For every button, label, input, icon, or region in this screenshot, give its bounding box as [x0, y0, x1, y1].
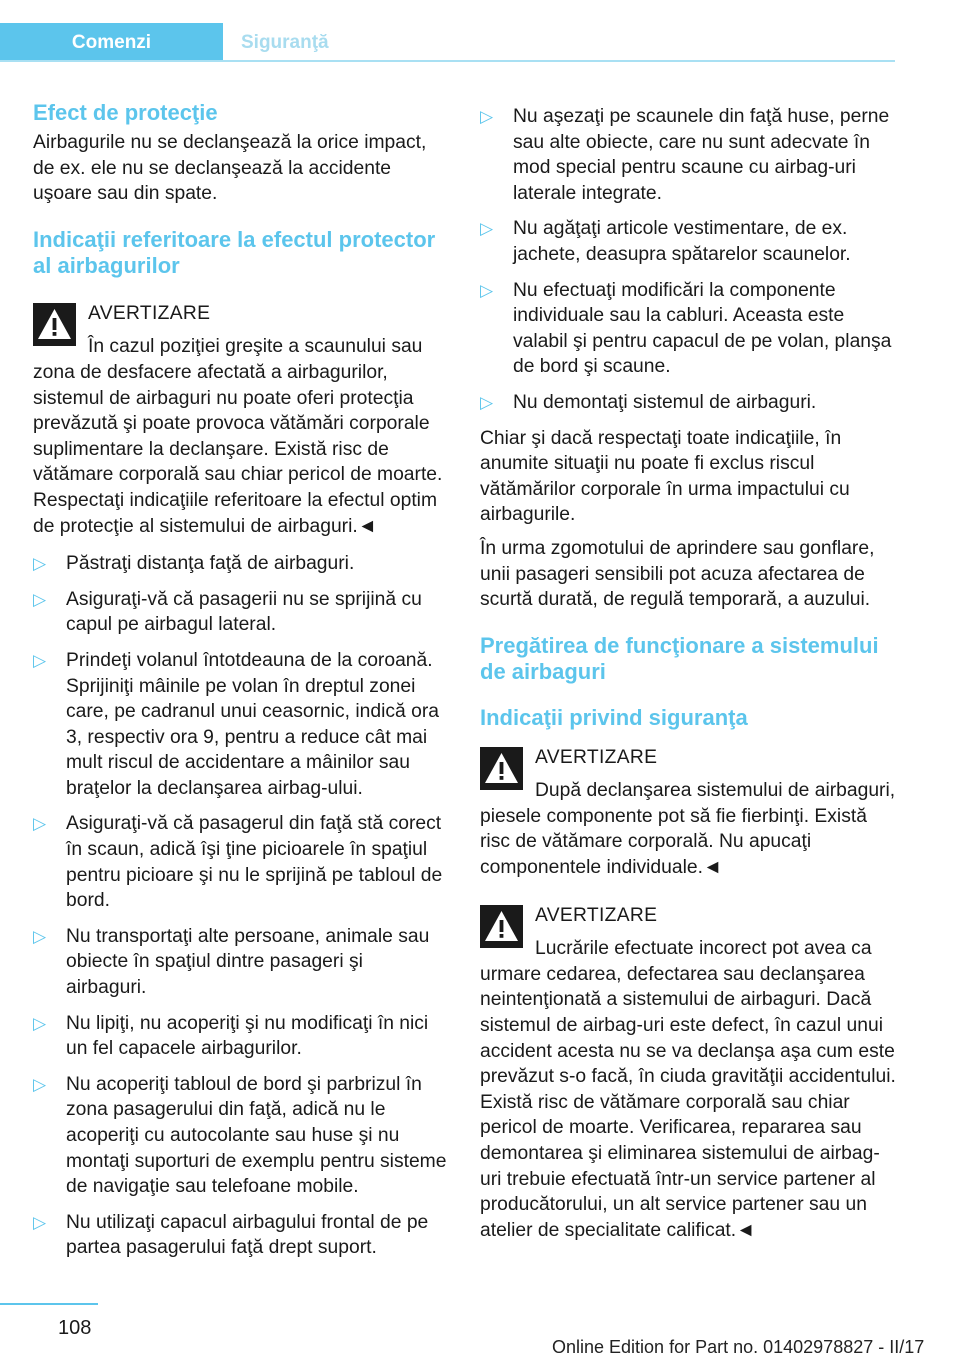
list-item: ▷ Nu transportaţi alte persoane, animale sau obiecte în spaţiul dintre pasageri şi airbaguri.	[33, 925, 430, 999]
triangle-right-icon: ▷	[33, 554, 47, 574]
warning-text: În cazul poziţiei greşite a scaunului sau zona de desfacere afectată a airbagurilor, sistemul de airbaguri nu poate oferi protecţia prevăzută şi poate provoca vătămări corporale suplimentare la declanşare. Există risc de vătămare corporală sau chiar pericol de moarte. Respectaţi indicaţiile referitoare la efectul optim de protecţie al sistemului de airbaguri.◄	[33, 336, 443, 537]
triangle-right-icon: ▷	[480, 219, 494, 239]
heading-pregatire: Pregătirea de funcţionare a sistemului de airbaguri	[480, 632, 879, 684]
warning-triangle-icon	[480, 905, 523, 948]
triangle-right-icon: ▷	[33, 589, 47, 609]
footer-rule	[0, 1303, 98, 1305]
paragraph-intro: Airbagurile nu se declanşează la orice impact, de ex. ele nu se declanşează la accidente uşoare sau din spate.	[33, 132, 427, 205]
triangle-right-icon: ▷	[480, 107, 494, 126]
warning-box	[480, 745, 898, 881]
right-column	[480, 104, 898, 1243]
list-item: ▷ Asiguraţi-vă că pasagerul din faţă stă corect în scaun, adică îşi ţine picioarele în spaţiul pentru picioare şi nu le sprijină pe tabloul de bord.	[33, 813, 443, 912]
heading-efect-protectie: Efect de protecţie	[33, 100, 218, 125]
tab-siguranta: Siguranţă	[241, 32, 329, 53]
bullet-list	[33, 551, 448, 1261]
list-item: ▷ Nu agăţaţi articole vestimentare, de ex. jachete, deasupra spătarelor scaunelor.	[480, 218, 851, 265]
list-item: ▷ Nu demontaţi sistemul de airbaguri.	[480, 390, 898, 416]
warning-title: AVERTIZARE	[88, 302, 211, 324]
triangle-right-icon: ▷	[480, 392, 494, 412]
page-number: 108	[58, 1317, 92, 1339]
edition-note: Online Edition for Part no. 01402978827 - II/17	[552, 1337, 925, 1357]
list-item: ▷ Prindeţi volanul întotdeauna de la coroană. Sprijiniţi mâinile pe volan în dreptul zonei care, pe cadranul unui ceasornic, indică ora 3, respectiv ora 9, pentru a reduce cât mai mult riscul de accidentare a mâinilor sau braţelor la declanşarea airbag-ului.	[33, 649, 439, 799]
triangle-right-icon: ▷	[33, 926, 47, 946]
list-item: ▷ Nu aşezaţi pe scaunele din faţă huse, perne sau alte obiecte, care nu sunt adecvate în mod special pentru scaune cu airbag-uri laterale integrate.	[480, 106, 890, 204]
warning-triangle-icon	[480, 747, 523, 790]
triangle-right-icon: ▷	[480, 280, 494, 300]
heading-indicatii-efect: Indicaţii referitoare la efectul protector al airbagurilor	[33, 226, 436, 278]
warning-box	[33, 301, 448, 539]
warning-title: AVERTIZARE	[535, 904, 658, 926]
list-item: ▷ Nu lipiţi, nu acoperiţi şi nu modificaţi în nici un fel capacele airbagurilor.	[33, 1012, 429, 1060]
triangle-right-icon: ▷	[33, 1013, 47, 1033]
warning-text: Lucrările efectuate incorect pot avea ca urmare cedarea, defectarea sau declanşarea neintenţionată a sistemului de airbaguri. Dacă sistemul de airbag-uri este defect, în cazul unui accident acesta nu se va declanşa aşa cum este prevăzut s-o facă, în ciuda gravităţii accidentului. Există risc de vătămare corporală sau chiar pericol de moarte. Verificarea, repararea sau demontarea şi eliminarea sistemului de airbag-uri trebuie efectuată într-un service partener al producătorului, un alt service partener sau un atelier de specialitate calificat.◄	[480, 938, 896, 1241]
list-item: ▷ Nu utilizaţi capacul airbagului frontal de pe partea pasagerului faţă drept suport.	[33, 1211, 429, 1259]
triangle-right-icon: ▷	[33, 814, 47, 834]
paragraph-auz: În urma zgomotului de aprindere sau gonflare, unii pasageri sensibili pot acuza afectarea de scurtă durată, de regulă temporară, a auzului.	[480, 537, 875, 611]
paragraph-risc: Chiar şi dacă respectaţi toate indicaţiile, în anumite situaţii nu poate fi exclus riscul vătămărilor corporale în urma impactului cu airbagurile.	[480, 427, 850, 526]
list-item: ▷ Asiguraţi-vă că pasagerii nu se sprijină cu capul pe airbagul lateral.	[33, 588, 422, 636]
warning-title: AVERTIZARE	[535, 746, 658, 768]
warning-box	[480, 903, 898, 1244]
triangle-right-icon: ▷	[33, 1074, 47, 1094]
list-item: ▷ Păstraţi distanţa faţă de airbaguri.	[33, 551, 448, 577]
list-item: ▷ Nu acoperiţi tabloul de bord şi parbrizul în zona pasagerului din faţă, adică nu le acoperiţi cu autocolante sau huse şi nu montaţi suporturi de exemplu pentru sisteme de navigaţie sau telefoane mobile.	[33, 1073, 447, 1198]
section-tabs	[0, 23, 895, 61]
triangle-right-icon: ▷	[33, 1212, 47, 1232]
bullet-list	[480, 104, 898, 416]
warning-triangle-icon	[33, 303, 76, 346]
tab-comenzi: Comenzi	[0, 23, 223, 61]
list-item: ▷ Nu efectuaţi modificări la componente individuale sau la cabluri. Aceasta este valabil şi pentru capacul de pe volan, planşa de bord şi scaune.	[480, 279, 892, 378]
warning-text: După declanşarea sistemului de airbaguri, piesele componente pot să fie fierbinţi. Există risc de vătămare corporală. Nu apucaţi componentele individuale.◄	[480, 780, 896, 879]
left-column	[33, 100, 448, 1261]
heading-indicatii-siguranta: Indicaţii privind siguranţa	[480, 704, 748, 730]
header-rule	[0, 60, 895, 62]
triangle-right-icon: ▷	[33, 650, 47, 670]
